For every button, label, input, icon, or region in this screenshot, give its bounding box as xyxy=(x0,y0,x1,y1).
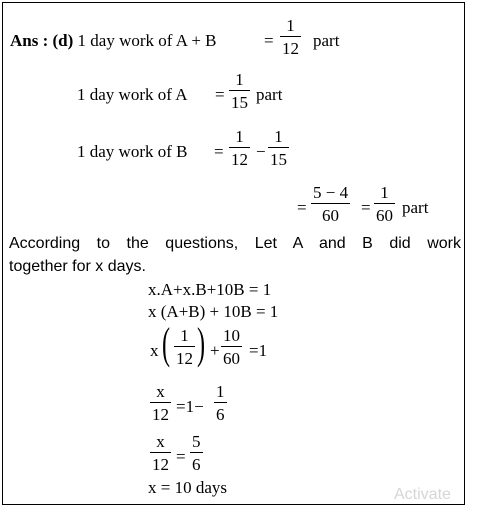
part-label: part xyxy=(402,198,429,217)
equation-1: x.A+x.B+10B = 1 xyxy=(148,280,272,299)
fraction-x-12: x 12 xyxy=(152,382,169,424)
minus-sign: − xyxy=(256,142,266,161)
fraction-1-60: 1 60 xyxy=(376,183,393,225)
paragraph-line-1: According to the questions, Let A and B did work xyxy=(9,235,461,252)
part-label: part xyxy=(313,31,340,50)
fraction-1-15: 1 15 xyxy=(231,70,248,112)
fraction-x-12: x 12 xyxy=(152,432,169,474)
fraction-5m4-60: 5 − 4 60 xyxy=(313,183,349,225)
equals-one-minus: =1− xyxy=(176,397,204,416)
fraction-1-12: 1 12 xyxy=(282,16,299,58)
fraction-10-60: 10 60 xyxy=(223,326,240,368)
equation-2: x (A+B) + 10B = 1 xyxy=(148,302,279,321)
equals-one: =1 xyxy=(249,341,268,360)
fraction-1-12: 1 12 xyxy=(176,326,193,368)
fraction-1-15: 1 15 xyxy=(270,127,287,169)
ab-work-text: 1 day work of A + B xyxy=(77,31,217,50)
final-answer: x = 10 days xyxy=(148,478,227,497)
x-variable: x xyxy=(150,341,159,360)
b-work-text: 1 day work of B xyxy=(77,142,188,161)
equals-sign: = xyxy=(361,198,371,217)
right-paren: ) xyxy=(197,319,206,368)
activate-watermark: Activate xyxy=(394,486,451,503)
paragraph-line-2: together for x days. xyxy=(9,258,146,275)
equals-sign: = xyxy=(264,31,274,50)
fraction-5-6: 5 6 xyxy=(192,432,201,474)
equals-sign: = xyxy=(214,142,224,161)
plus-sign: + xyxy=(210,341,220,360)
part-label: part xyxy=(256,85,283,104)
equals-sign: = xyxy=(297,198,307,217)
answer-line xyxy=(10,32,217,49)
fraction-1-12: 1 12 xyxy=(231,127,248,169)
equals-sign: = xyxy=(176,447,186,466)
equals-sign: = xyxy=(215,85,225,104)
answer-label: Ans : (d) xyxy=(10,31,74,50)
fraction-1-6: 1 6 xyxy=(216,382,225,424)
left-paren: ( xyxy=(162,319,171,368)
a-work-text: 1 day work of A xyxy=(77,85,188,104)
